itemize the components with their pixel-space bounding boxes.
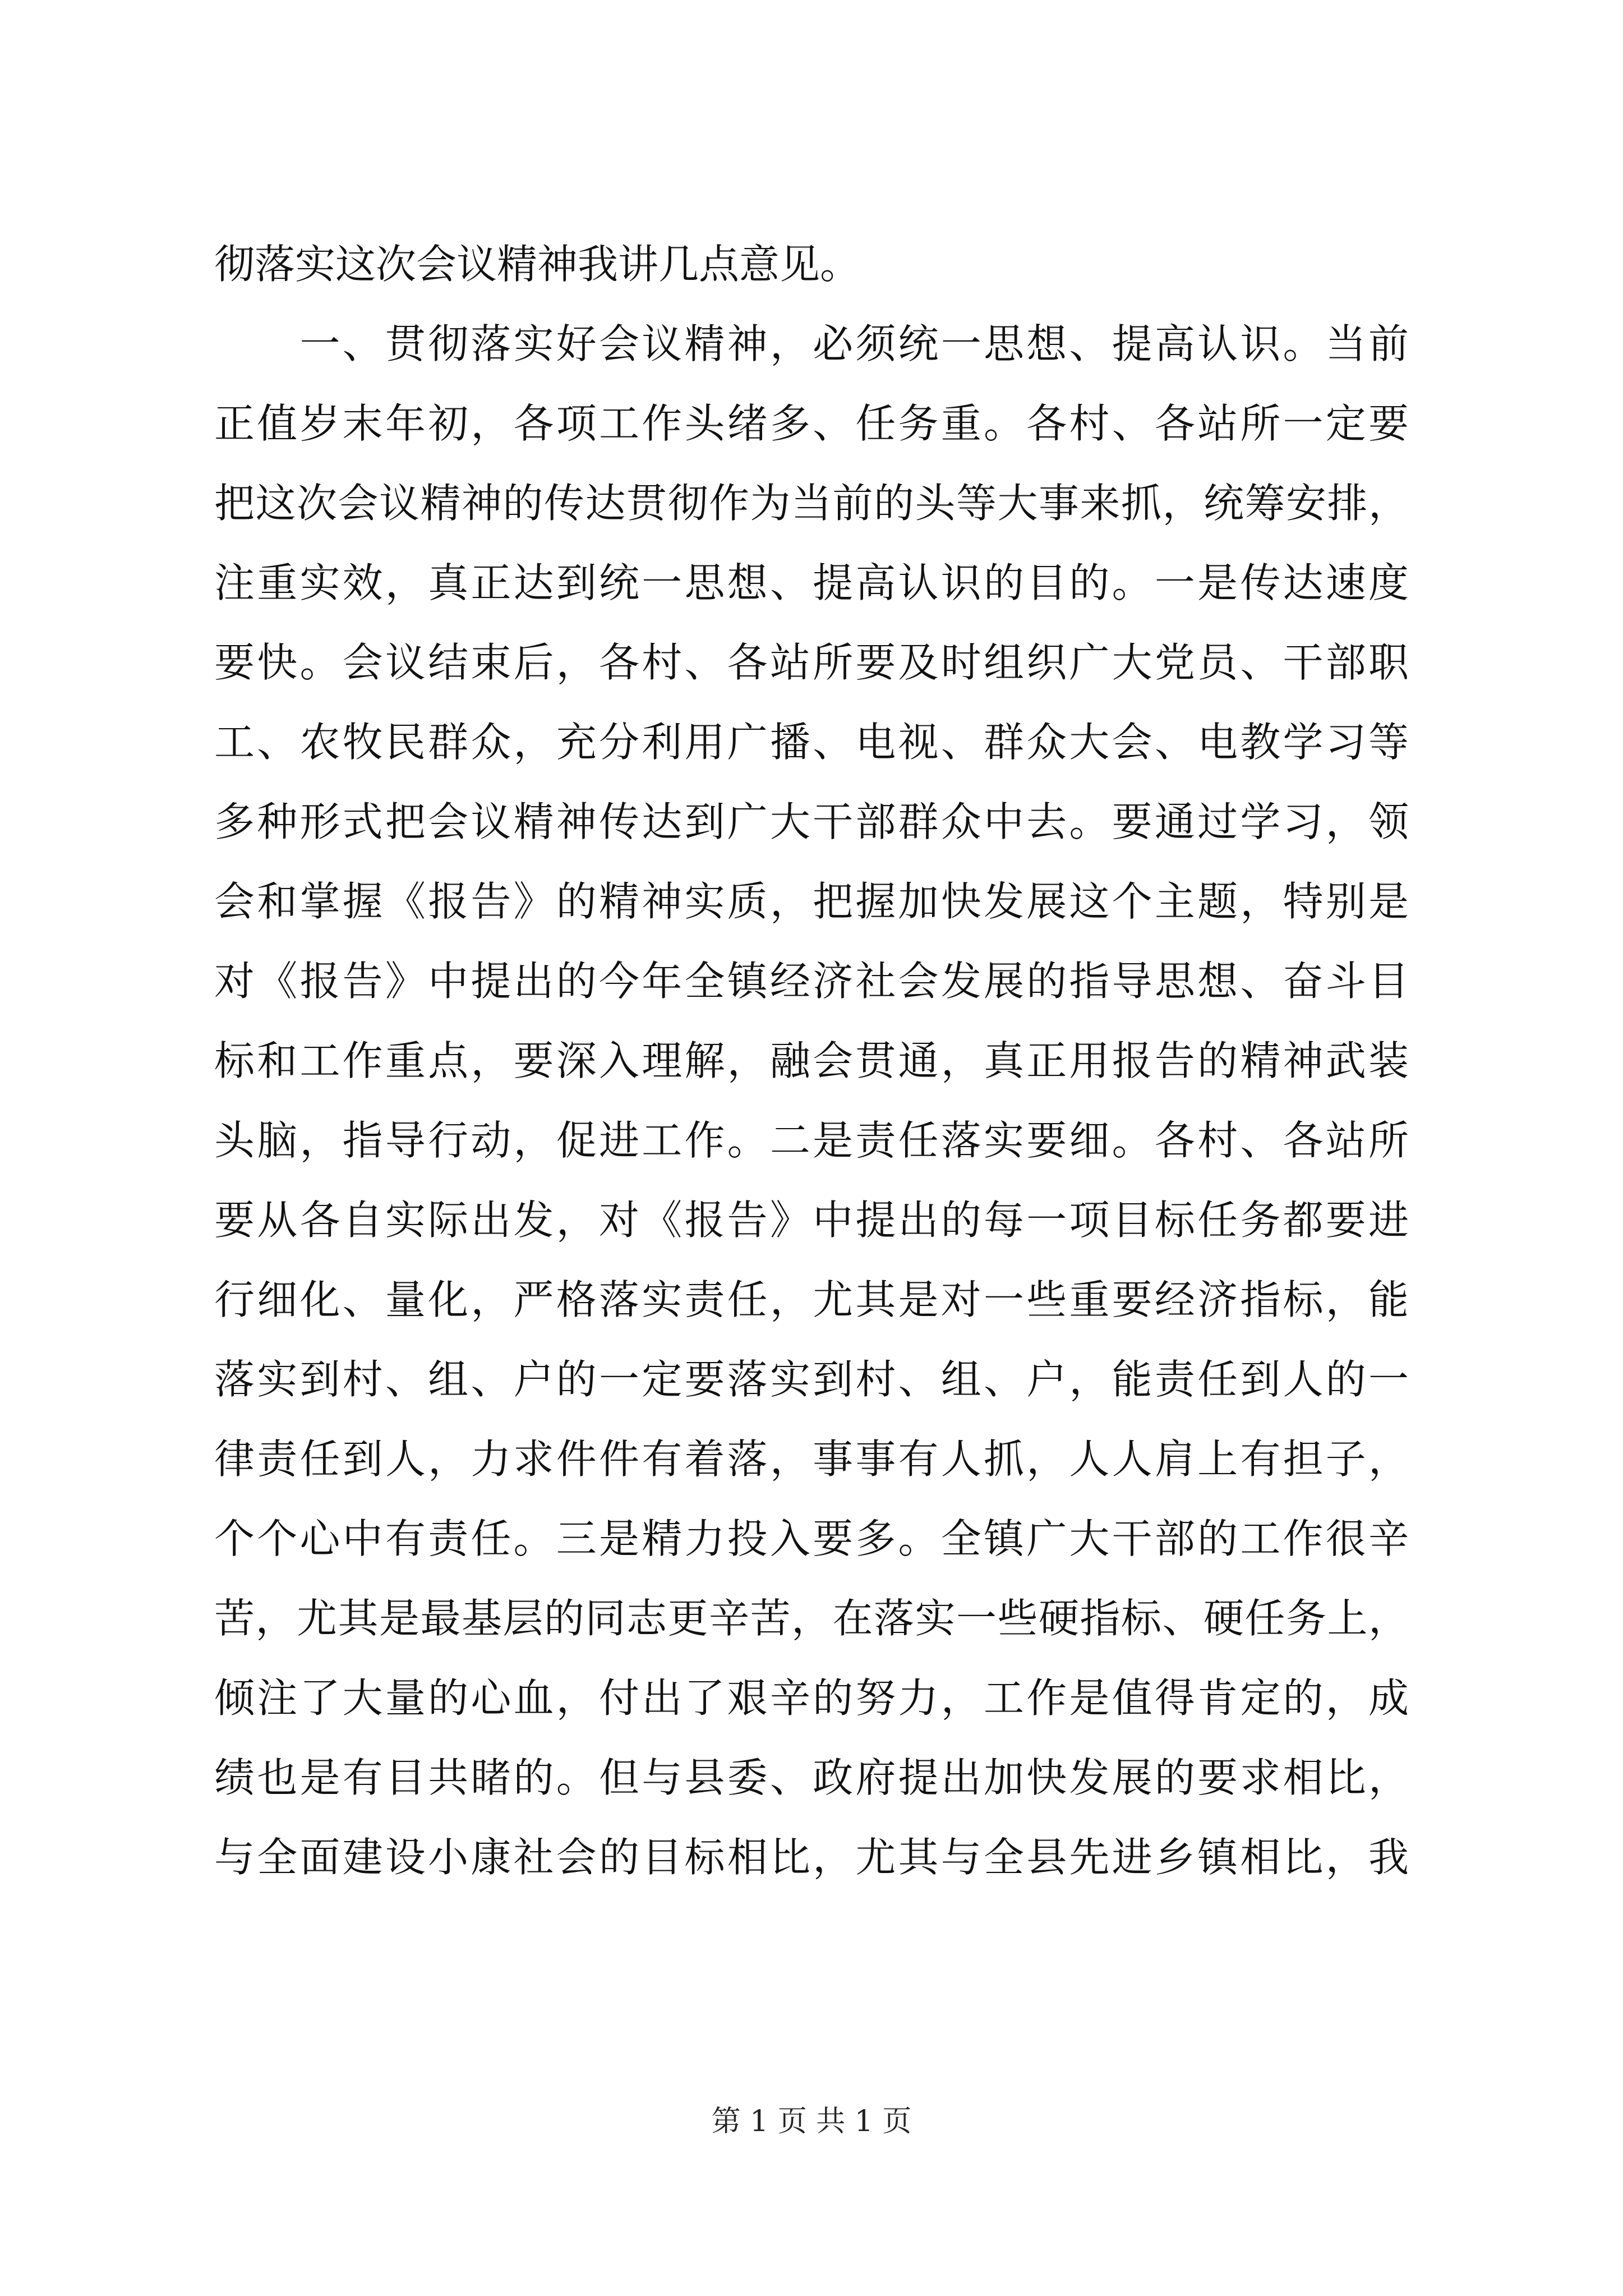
text-line: 要快。会议结束后，各村、各站所要及时组织广大党员、干部职 <box>214 639 1409 686</box>
text-line: 标和工作重点，要深入理解，融会贯通，真正用报告的精神武装 <box>214 1037 1409 1084</box>
text-line: 把这次会议精神的传达贯彻作为当前的头等大事来抓，统筹安排， <box>214 480 1409 527</box>
text-line: 头脑，指导行动，促进工作。二是责任落实要细。各村、各站所 <box>214 1117 1409 1164</box>
text-line: 多种形式把会议精神传达到广大干部群众中去。要通过学习，领 <box>214 798 1409 845</box>
text-line: 会和掌握《报告》的精神实质，把握加快发展这个主题，特别是 <box>214 878 1409 925</box>
text-line: 正值岁末年初，各项工作头绪多、任务重。各村、各站所一定要 <box>214 400 1409 447</box>
text-line: 绩也是有目共睹的。但与县委、政府提出加快发展的要求相比， <box>214 1754 1409 1801</box>
text-line: 个个心中有责任。三是精力投入要多。全镇广大干部的工作很辛 <box>214 1515 1409 1562</box>
page-footer: 第 1 页 共 1 页 <box>711 2105 912 2138</box>
text-line: 倾注了大量的心血，付出了艰辛的努力，工作是值得肯定的，成 <box>214 1674 1409 1722</box>
body-text <box>214 224 1409 1897</box>
text-line: 行细化、量化，严格落实责任，尤其是对一些重要经济指标，能 <box>214 1276 1409 1323</box>
text-line: 要从各自实际出发，对《报告》中提出的每一项目标任务都要进 <box>214 1197 1409 1244</box>
text-line: 落实到村、组、户的一定要落实到村、组、户，能责任到人的一 <box>214 1356 1409 1403</box>
text-line: 律责任到人，力求件件有着落，事事有人抓，人人肩上有担子， <box>214 1435 1409 1483</box>
text-line: 一、贯彻落实好会议精神，必须统一思想、提高认识。当前 <box>214 320 1409 367</box>
text-line: 苦，尤其是最基层的同志更辛苦，在落实一些硬指标、硬任务上， <box>214 1595 1409 1642</box>
text-line: 对《报告》中提出的今年全镇经济社会发展的指导思想、奋斗目 <box>214 958 1409 1005</box>
text-line: 彻落实这次会议精神我讲几点意见。 <box>214 241 861 288</box>
text-line: 与全面建设小康社会的目标相比，尤其与全县先进乡镇相比，我 <box>214 1834 1409 1881</box>
text-line: 工、农牧民群众，充分利用广播、电视、群众大会、电教学习等 <box>214 719 1409 766</box>
text-line: 注重实效，真正达到统一思想、提高认识的目的。一是传达速度 <box>214 559 1409 606</box>
